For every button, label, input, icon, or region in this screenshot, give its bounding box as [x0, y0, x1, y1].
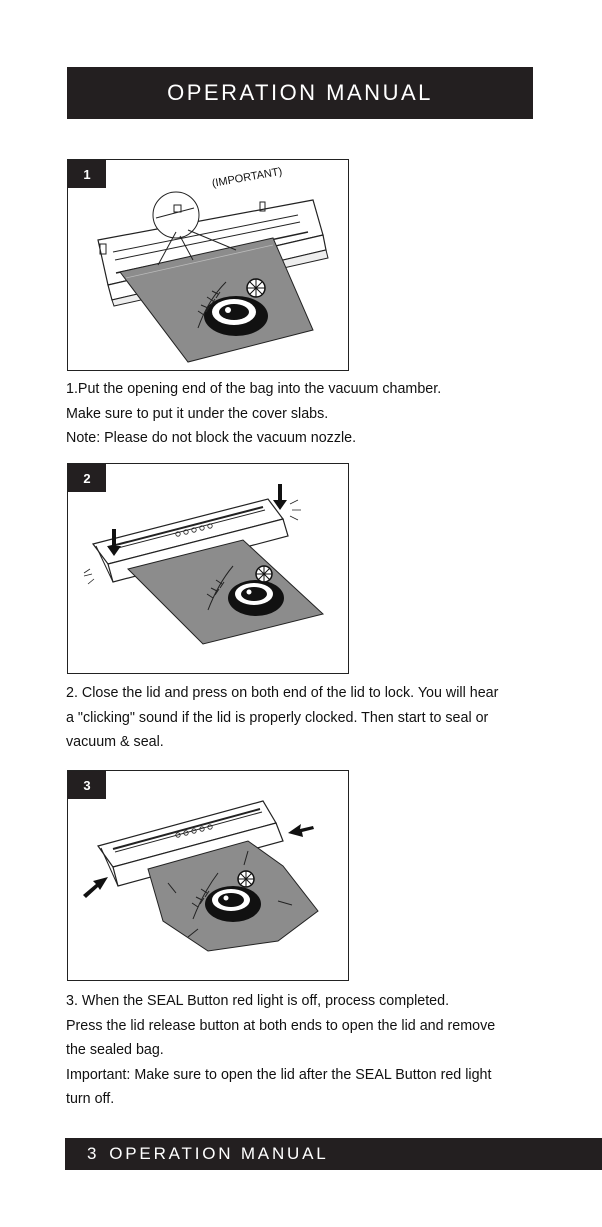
- page-number: 3: [87, 1144, 100, 1163]
- important-callout: (IMPORTANT): [211, 165, 284, 190]
- page-footer: [65, 1138, 602, 1170]
- lemon-slice-icon: [238, 871, 254, 887]
- text-line: Press the lid release button at both ends to open the lid and remove: [66, 1017, 496, 1034]
- text-line: turn off.: [66, 1091, 115, 1107]
- lemon-slice-icon: [256, 566, 272, 582]
- text-line: 2. Close the lid and press on both end of the lid to lock. You will hear: [66, 685, 499, 701]
- step-1-badge: 1: [68, 160, 106, 188]
- step-3-figure: [67, 770, 349, 981]
- footer-title: OPERATION MANUAL: [109, 1144, 329, 1163]
- text-line: the sealed bag.: [66, 1042, 164, 1058]
- text-line: Note: Please do not block the vacuum nozzle.: [66, 430, 357, 446]
- text-line: 3. When the SEAL Button red light is off, process completed.: [66, 993, 450, 1009]
- text-line: 1.Put the opening end of the bag into the vacuum chamber.: [66, 381, 442, 397]
- lemon-slice-icon: [247, 279, 265, 297]
- step-3-badge: 3: [68, 771, 106, 799]
- text-line: vacuum & seal.: [66, 734, 164, 750]
- text-line: a "clicking" sound if the lid is properly clocked. Then start to seal or: [66, 709, 489, 726]
- text-line: Make sure to put it under the cover slabs.: [66, 405, 329, 422]
- steak-icon: [205, 886, 261, 922]
- page-header: [67, 67, 533, 119]
- step-1-figure: [67, 159, 349, 371]
- vacuum-sealer-icon: [68, 464, 348, 673]
- vacuum-sealer-icon: [68, 771, 348, 980]
- step-2-badge: 2: [68, 464, 106, 492]
- text-line: Important: Make sure to open the lid after the SEAL Button red light: [66, 1066, 492, 1083]
- step-3-text: [66, 989, 536, 1112]
- steak-icon: [228, 580, 284, 616]
- step-1-text: [66, 377, 536, 451]
- vacuum-sealer-icon: [68, 160, 348, 370]
- header-title: OPERATION MANUAL: [167, 80, 433, 105]
- step-2-text: [66, 681, 536, 755]
- step-2-figure: [67, 463, 349, 674]
